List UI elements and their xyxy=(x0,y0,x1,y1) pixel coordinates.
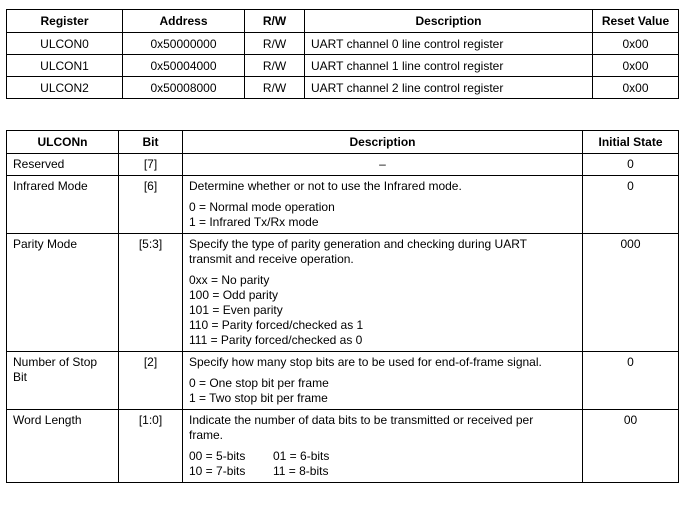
header-reset-value: Reset Value xyxy=(593,10,679,33)
register-reset: 0x00 xyxy=(593,55,679,77)
register-table xyxy=(6,9,679,99)
register-description: UART channel 0 line control register xyxy=(305,33,593,55)
field-description xyxy=(183,352,583,410)
header-initial-state: Initial State xyxy=(583,131,679,154)
option-line: 110 = Parity forced/checked as 1 xyxy=(189,318,364,332)
description-text: frame. xyxy=(189,428,224,442)
register-address: 0x50004000 xyxy=(123,55,245,77)
register-name: ULCON1 xyxy=(7,55,123,77)
option-line: 1 = Two stop bit per frame xyxy=(189,391,328,405)
option-line: 111 = Parity forced/checked as 0 xyxy=(189,333,363,347)
description-text: Indicate the number of data bits to be transmitted or received per xyxy=(189,413,534,427)
table-row xyxy=(7,33,679,55)
description-text: Determine whether or not to use the Infrared mode. xyxy=(189,179,462,193)
field-description xyxy=(183,410,583,483)
table-row xyxy=(7,55,679,77)
register-reset: 0x00 xyxy=(593,33,679,55)
field-initial-state: 0 xyxy=(583,352,679,410)
register-rw: R/W xyxy=(245,77,305,99)
field-description xyxy=(183,176,583,234)
bit-row-parity-mode xyxy=(7,234,679,352)
description-text: Specify how many stop bits are to be used for end-of-frame signal. xyxy=(189,355,542,369)
field-description xyxy=(183,234,583,352)
option-line: 11 = 8-bits xyxy=(273,464,329,478)
register-reset: 0x00 xyxy=(593,77,679,99)
field-initial-state: 000 xyxy=(583,234,679,352)
field-description: – xyxy=(183,154,583,176)
header-ulconn: ULCONn xyxy=(7,131,119,154)
field-name: Infrared Mode xyxy=(7,176,119,234)
description-text: transmit and receive operation. xyxy=(189,252,354,266)
option-line: 101 = Even parity xyxy=(189,303,283,317)
bit-row-stop-bit xyxy=(7,352,679,410)
register-rw: R/W xyxy=(245,55,305,77)
option-line: 0xx = No parity xyxy=(189,273,270,287)
option-line: 0 = One stop bit per frame xyxy=(189,376,329,390)
field-bit: [5:3] xyxy=(119,234,183,352)
bit-field-table xyxy=(6,130,679,483)
bit-table-header xyxy=(7,131,679,154)
word-length-options xyxy=(189,449,389,479)
header-register: Register xyxy=(7,10,123,33)
register-description: UART channel 1 line control register xyxy=(305,55,593,77)
description-text: Specify the type of parity generation and checking during UART xyxy=(189,237,527,251)
field-initial-state: 0 xyxy=(583,154,679,176)
option-line: 0 = Normal mode operation xyxy=(189,200,335,214)
field-bit: [7] xyxy=(119,154,183,176)
header-rw: R/W xyxy=(245,10,305,33)
option-line: 00 = 5-bits xyxy=(189,449,246,463)
field-bit: [1:0] xyxy=(119,410,183,483)
header-bit: Bit xyxy=(119,131,183,154)
register-rw: R/W xyxy=(245,33,305,55)
table-row xyxy=(7,77,679,99)
field-name: Parity Mode xyxy=(7,234,119,352)
field-name: Reserved xyxy=(7,154,119,176)
register-table-header xyxy=(7,10,679,33)
field-initial-state: 0 xyxy=(583,176,679,234)
register-name: ULCON0 xyxy=(7,33,123,55)
field-initial-state: 00 xyxy=(583,410,679,483)
header-description: Description xyxy=(305,10,593,33)
register-address: 0x50008000 xyxy=(123,77,245,99)
bit-row-word-length xyxy=(7,410,679,483)
bit-row-infrared-mode xyxy=(7,176,679,234)
field-name: Word Length xyxy=(7,410,119,483)
field-name-line: Number of Stop xyxy=(13,355,98,369)
header-address: Address xyxy=(123,10,245,33)
register-name: ULCON2 xyxy=(7,77,123,99)
bit-row-reserved xyxy=(7,154,679,176)
option-line: 10 = 7-bits xyxy=(189,464,246,478)
header-description: Description xyxy=(183,131,583,154)
option-line: 100 = Odd parity xyxy=(189,288,279,302)
option-line: 01 = 6-bits xyxy=(273,449,330,463)
register-description: UART channel 2 line control register xyxy=(305,77,593,99)
field-name-line: Bit xyxy=(13,370,28,384)
field-bit: [6] xyxy=(119,176,183,234)
field-name xyxy=(7,352,119,410)
field-bit: [2] xyxy=(119,352,183,410)
register-address: 0x50000000 xyxy=(123,33,245,55)
option-line: 1 = Infrared Tx/Rx mode xyxy=(189,215,319,229)
